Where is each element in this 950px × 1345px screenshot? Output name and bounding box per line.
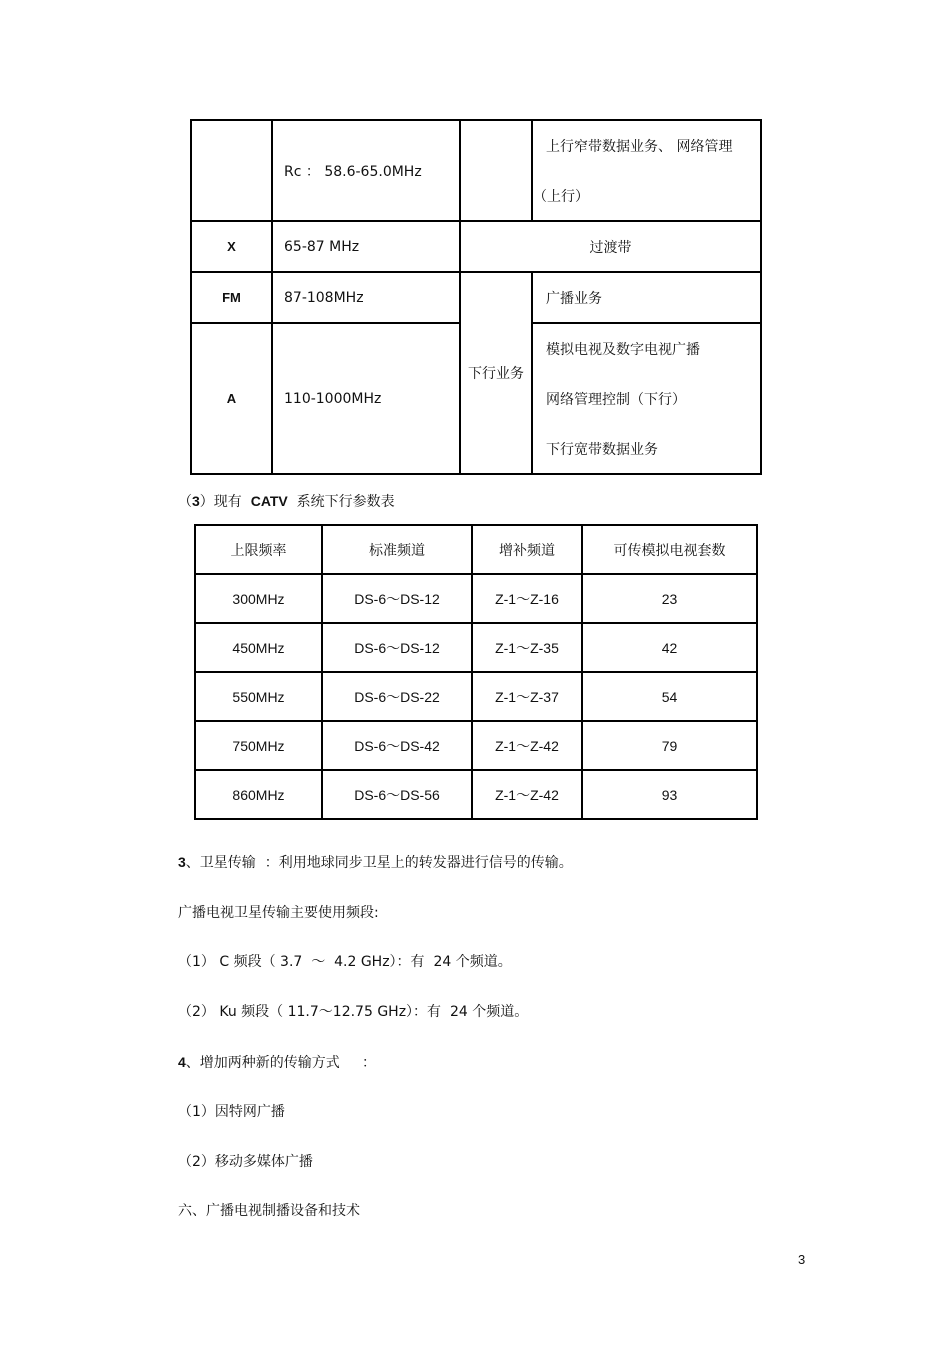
band-label [191,120,272,221]
table-row [195,623,757,672]
service-type [460,120,532,221]
new-method-item: （1）因特网广播 [178,1104,285,1120]
table-cell: 93 [582,770,757,819]
desc-line: （上行） [533,188,589,205]
table-cell: DS-6～DS-12 [322,574,472,623]
table-cell: 79 [582,721,757,770]
table-row [195,672,757,721]
caption-catv: CATV [250,493,288,509]
band-c-item: （1） C 频段（ 3.7 ～ 4.2 GHz）：有 24 个频道。 [178,954,512,970]
band-label: A [191,323,272,474]
caption-part: ）现有 [199,494,251,510]
column-header: 可传模拟电视套数 [582,525,757,574]
table-cell: Z-1～Z-42 [472,721,582,770]
desc-line: 模拟电视及数字电视广播 [546,341,700,358]
table-row [195,574,757,623]
table-cell: Z-1～Z-35 [472,623,582,672]
table-cell: DS-6～DS-22 [322,672,472,721]
table-row [191,221,761,272]
table-cell: Z-1～Z-16 [472,574,582,623]
table-cell: DS-6～DS-12 [322,623,472,672]
section-number: 4 [178,1054,186,1070]
band-description [532,120,761,221]
table-row [191,272,761,323]
band-ku-item: （2） Ku 频段（ 11.7～12.75 GHz）：有 24 个频道。 [178,1004,529,1020]
catv-parameter-table [194,524,758,820]
band-label: X [191,221,272,272]
table-cell: Z-1～Z-37 [472,672,582,721]
table-cell: DS-6～DS-42 [322,721,472,770]
table-cell: 300MHz [195,574,322,623]
table-cell: 42 [582,623,757,672]
band-range: Rc ： 58.6-65.0MHz [272,120,460,221]
column-header: 增补频道 [472,525,582,574]
satellite-heading [178,852,573,872]
table-cell: 23 [582,574,757,623]
page-number: 3 [798,1252,806,1267]
transition-band: 过渡带 [460,221,761,272]
new-methods-heading [178,1052,376,1072]
caption-part: （ [178,494,192,510]
column-header: 上限频率 [195,525,322,574]
desc-line: 上行窄带数据业务、 网络管理 [546,138,733,155]
table-cell: 550MHz [195,672,322,721]
section-text: 、卫星传输 ：利用地球同步卫星上的转发器进行信号的传输。 [185,855,573,871]
section-six-heading: 六、广播电视制播设备和技术 [178,1203,360,1219]
table-cell: 450MHz [195,623,322,672]
table-cell: Z-1～Z-42 [472,770,582,819]
table-row [195,770,757,819]
catv-table-caption [178,491,395,511]
section-number: 3 [178,854,186,870]
table-header-row [195,525,757,574]
band-intro: 广播电视卫星传输主要使用频段: [178,905,379,921]
band-range: 110-1000MHz [272,323,460,474]
band-range: 87-108MHz [272,272,460,323]
table-cell: DS-6～DS-56 [322,770,472,819]
desc-line: 下行宽带数据业务 [546,441,658,458]
band-description [532,323,761,474]
section-text: 、增加两种新的传输方式 ： [185,1055,377,1071]
caption-number: 3 [192,493,200,509]
band-label: FM [191,272,272,323]
table-row [195,721,757,770]
band-description: 广播业务 [532,272,761,323]
desc-line: 网络管理控制（下行） [546,391,686,408]
table-cell: 750MHz [195,721,322,770]
downlink-service: 下行业务 [460,272,532,474]
table-cell: 54 [582,672,757,721]
table-row [191,120,761,221]
new-method-item: （2）移动多媒体广播 [178,1154,313,1170]
caption-part: 系统下行参数表 [287,494,395,510]
column-header: 标准频道 [322,525,472,574]
band-range: 65-87 MHz [272,221,460,272]
table-cell: 860MHz [195,770,322,819]
frequency-allocation-table [190,119,762,475]
